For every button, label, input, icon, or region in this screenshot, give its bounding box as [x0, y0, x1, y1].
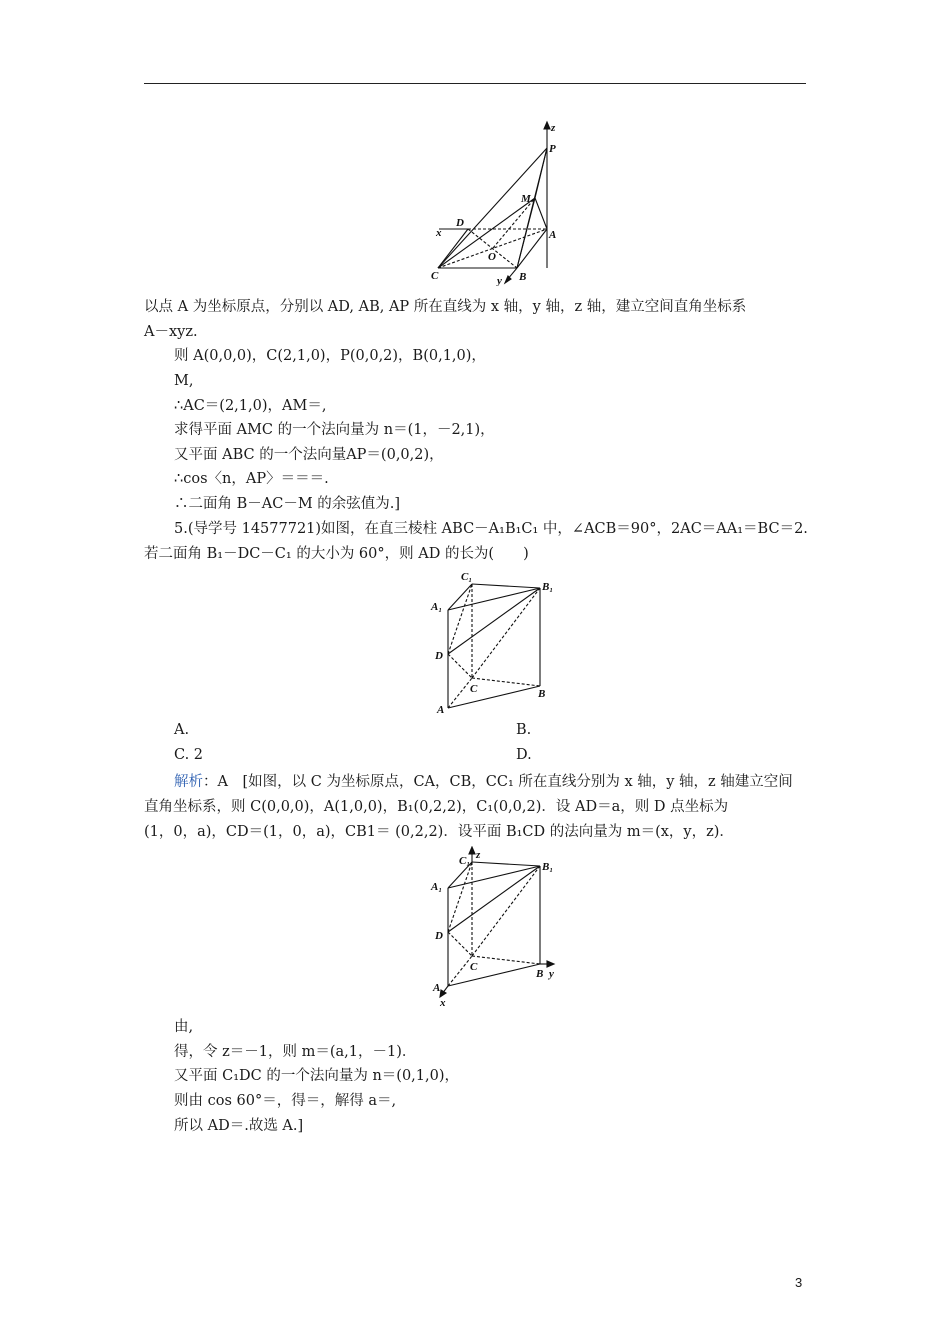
fig3-label-a1: A₁ — [431, 881, 443, 893]
solution-line-2: 直角坐标系，则 C(0,0,0)，A(1,0,0)，B₁(0,2,2)，C₁(0,0,2)．设 AD＝a，则 D 点坐标为 — [144, 799, 729, 815]
tail-line-2: 得，令 z＝－1，则 m＝(a,1，－1)． — [174, 1044, 417, 1060]
text-line-8: ∴cos〈n，AP〉＝＝＝. — [174, 471, 329, 487]
text-line-6: 求得平面 AMC 的一个法向量为 n＝(1，－2,1)， — [174, 422, 495, 438]
figure-pyramid — [425, 118, 565, 286]
fig3-label-b1: B₁ — [542, 861, 554, 873]
fig3-label-d: D — [435, 930, 443, 942]
page-number: 3 — [795, 1275, 803, 1290]
option-a: A. — [174, 722, 190, 738]
option-c: C. 2 — [174, 747, 204, 763]
figure-prism-axes-svg — [428, 846, 568, 1008]
option-d: D. — [516, 747, 532, 763]
solution-line-1-text: ：A [如图，以 C 为坐标原点，CA，CB，CC₁ 所在直线分别为 x 轴，y 轴，z 轴建立空间 — [203, 774, 793, 790]
text-line-2: A－xyz. — [144, 324, 198, 340]
fig3-label-z: z — [476, 849, 481, 861]
question-5-line-2: 若二面角 B₁－DC－C₁ 的大小为 60°，则 AD 的长为( ) — [144, 546, 529, 562]
fig1-label-m: M — [521, 193, 531, 205]
fig1-label-b: B — [519, 271, 527, 283]
tail-line-1: 由, — [174, 1019, 194, 1035]
tail-line-4: 则由 cos 60°＝，得＝，解得 a＝, — [174, 1093, 397, 1109]
option-b: B. — [516, 722, 532, 738]
fig2-label-a: A — [437, 704, 445, 716]
text-line-3: 则 A(0,0,0)，C(2,1,0)，P(0,0,2)，B(0,1,0)， — [174, 348, 486, 364]
text-line-7: 又平面 ABC 的一个法向量AP＝(0,0,2)， — [174, 447, 444, 463]
fig3-label-a: A — [433, 982, 441, 994]
fig1-label-o: O — [488, 251, 496, 263]
fig1-label-d: D — [456, 217, 464, 229]
fig3-label-b: B — [536, 968, 544, 980]
header-rule — [144, 83, 806, 84]
figure-prism-axes — [428, 846, 568, 1008]
fig3-label-y: y — [549, 968, 554, 980]
fig3-label-c1: C₁ — [459, 855, 471, 867]
text-line-1: 以点 A 为坐标原点，分别以 AD, AB, AP 所在直线为 x 轴，y 轴，z 轴，建立空间直角坐标系 — [144, 299, 747, 315]
text-line-5: ∴AC＝(2,1,0)，AM＝, — [174, 398, 327, 414]
fig2-label-c1: C₁ — [461, 571, 473, 583]
fig1-label-a: A — [549, 229, 557, 241]
fig2-label-b1: B₁ — [542, 581, 554, 593]
fig1-label-p: P — [549, 143, 556, 155]
solution-label: 解析 — [174, 774, 203, 790]
fig1-label-y: y — [497, 275, 502, 286]
tail-line-3: 又平面 C₁DC 的一个法向量为 n＝(0,1,0)， — [174, 1068, 460, 1084]
figure-pyramid-svg — [425, 118, 565, 286]
fig2-label-a1: A₁ — [431, 601, 443, 613]
figure-prism-svg — [428, 568, 558, 716]
fig2-label-c: C — [470, 683, 478, 695]
text-line-4: M, — [174, 373, 194, 389]
fig1-label-c: C — [431, 270, 439, 282]
figure-prism — [428, 568, 558, 716]
fig1-label-x: x — [436, 227, 442, 239]
fig3-label-c: C — [470, 961, 478, 973]
question-5-line-1: 5.(导学号 14577721)如图，在直三棱柱 ABC－A₁B₁C₁ 中，∠ACB＝90°，2AC＝AA₁＝BC＝2. — [174, 521, 808, 537]
fig3-label-x: x — [440, 997, 446, 1008]
text-line-9: ∴二面角 B－AC－M 的余弦值为.] — [174, 496, 401, 512]
tail-line-5: 所以 AD＝.故选 A.] — [174, 1118, 304, 1134]
fig1-label-z: z — [551, 122, 556, 134]
solution-line-3: (1，0，a)，CD＝(1，0，a)，CB1＝ (0,2,2)．设平面 B₁CD 的法向量为 m＝(x，y，z)． — [144, 824, 734, 840]
fig2-label-b: B — [538, 688, 546, 700]
solution-line-1 — [174, 772, 793, 792]
fig2-label-d: D — [435, 650, 443, 662]
